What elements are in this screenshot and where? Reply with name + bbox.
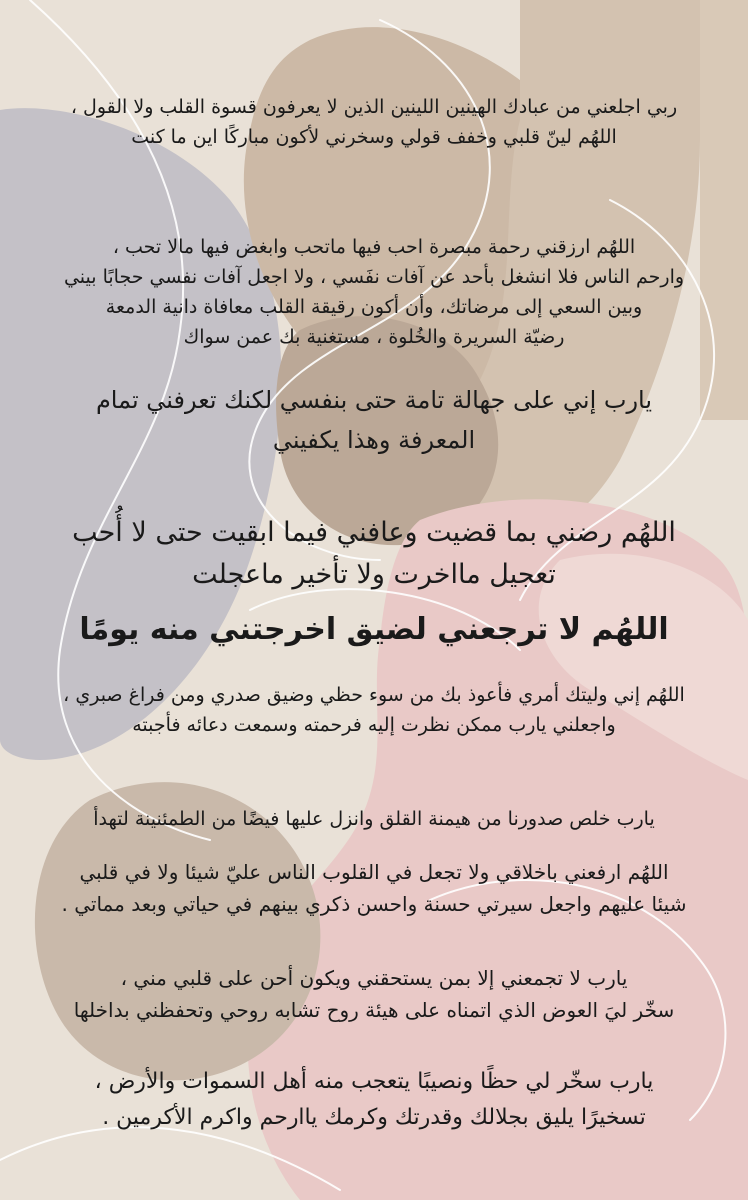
prayer-line: المعرفة وهذا يكفيني (272, 426, 476, 454)
prayer-line: وارحم الناس فلا انشغل بأحد عن آفات نفَسي ، ولا اجعل آفات نفسي حجابًا بيني (63, 266, 685, 288)
prayer-line: اللهُم رضني بما قضيت وعافني فيما ابقيت حتى لا أُحب (72, 517, 676, 548)
prayer-line: يارب لا تجمعني إلا بمن يستحقني ويكون أحن على قلبي مني ، (120, 966, 628, 990)
prayer-line: سخّر ليَ العوض الذي اتمناه على هيئة روح تشابه روحي وتحفظني بداخلها (73, 998, 675, 1022)
prayer-paragraph-6 (22, 680, 726, 740)
prayer-line: اللهُم إني وليتك أمري فأعوذ بك من سوء حظي وضيق صدري ومن فراغ صبري ، (63, 684, 685, 706)
prayer-line: تعجيل مااخرت ولا تأخير ماعجلت (192, 559, 556, 590)
prayer-paragraph-8 (22, 856, 726, 920)
prayer-line: شيئا عليهم واجعل سيرتي حسنة واحسن ذكري بينهم في حياتي وبعد مماتي . (61, 892, 687, 916)
prayer-line: تسخيرًا يليق بجلالك وقدرتك وكرمك ياارحم واكرم الأكرمين . (102, 1105, 646, 1130)
prayer-line: اللهُم ارفعني باخلاقي ولا تجعل في القلوب الناس عليّ شيئا ولا في قلبي (79, 860, 669, 884)
prayer-paragraph-7 (22, 804, 726, 834)
prayer-paragraph-1 (22, 92, 726, 152)
prayer-line: رضيّة السريرة والخُلوة ، مستغنية بك عمن سواك (183, 326, 565, 348)
prayer-paragraph-2 (22, 232, 726, 352)
prayer-paragraph-9 (22, 962, 726, 1026)
prayer-line: اللهُم ارزقني رحمة مبصرة احب فيها ماتحب وابغض فيها مالا تحب ، (112, 236, 636, 258)
prayer-line: ربي اجلعني من عبادك الهينين اللينين الذين لا يعرفون قسوة القلب ولا القول ، (70, 96, 678, 118)
prayer-paragraph-10 (22, 1064, 726, 1136)
prayer-line: يارب إني على جهالة تامة حتى بنفسي لكنك تعرفني تمام (95, 386, 653, 414)
prayer-paragraph-4 (22, 512, 726, 596)
prayer-paragraph-5 (22, 608, 726, 652)
prayer-line: وبين السعي إلى مرضاتك، وأن أكون رقيقة القلب معافاة دانية الدمعة (105, 296, 643, 318)
prayer-line: يارب سخّر لي حظًا ونصيبًا يتعجب منه أهل السموات والأرض ، (94, 1069, 654, 1094)
prayer-line: اللهُم لينّ قلبي وخفف قولي وسخرني لأكون مباركًا اين ما كنت (131, 126, 617, 148)
prayer-paragraph-3 (22, 380, 726, 460)
prayer-line: يارب خلص صدورنا من هيمنة القلق وانزل عليها فيضًا من الطمئنينة لتهدأ (93, 808, 655, 830)
prayer-line: اللهُم لا ترجعني لضيق اخرجتني منه يومًا (79, 612, 669, 647)
prayer-line: واجعلني يارب ممكن نظرت إليه فرحمته وسمعت دعائه فأجبته (132, 714, 616, 736)
